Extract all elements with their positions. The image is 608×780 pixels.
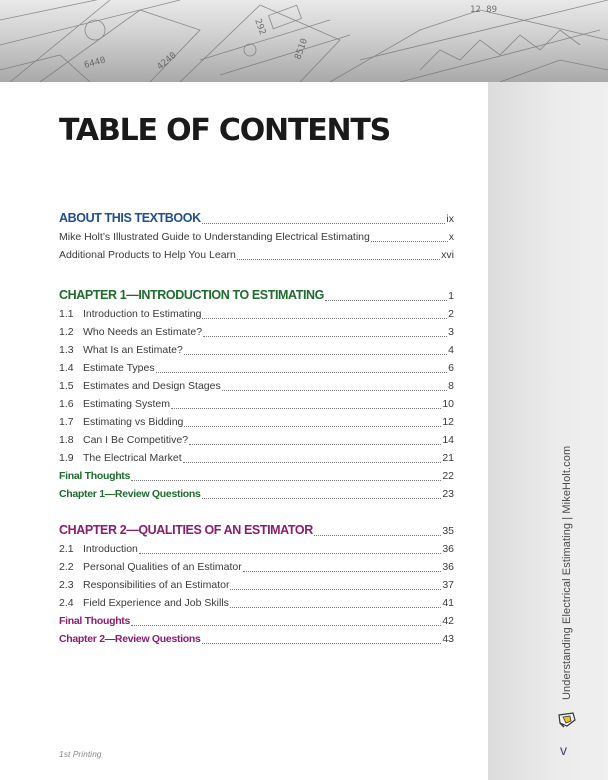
- toc-entry-page: ix: [446, 213, 454, 225]
- toc-entry-page: 21: [442, 452, 454, 464]
- toc-entry-number: 1.6: [59, 398, 74, 410]
- toc-entry[interactable]: [59, 449, 454, 467]
- toc-entry-page: 14: [442, 434, 454, 446]
- toc-entry-label: Chapter 2—Review Questions: [59, 633, 201, 645]
- chapter2-section: [59, 520, 454, 648]
- about-section: [59, 208, 454, 264]
- toc-entry-page: 2: [448, 308, 454, 320]
- toc-entry-label: CHAPTER 1—INTRODUCTION TO ESTIMATING: [59, 288, 325, 302]
- toc-entry-label: Estimating System: [83, 398, 170, 410]
- toc-entry-number: 2.4: [59, 597, 74, 609]
- toc-entry-page: 8: [448, 380, 454, 392]
- leader-dots: [202, 222, 446, 224]
- toc-entry[interactable]: [59, 305, 454, 323]
- toc-entry-page: 23: [442, 488, 454, 500]
- toc-entry-number: 1.7: [59, 416, 74, 428]
- leader-dots: [202, 497, 442, 499]
- leader-dots: [230, 606, 441, 608]
- toc-entry[interactable]: [59, 377, 454, 395]
- toc-entry[interactable]: [59, 431, 454, 449]
- toc-entry-about-heading[interactable]: [59, 208, 454, 228]
- toc-entry-page: xvi: [441, 249, 454, 261]
- leader-dots: [184, 353, 447, 355]
- toc-entry-number: 1.9: [59, 452, 74, 464]
- sidebar-book-title: Understanding Electrical Estimating | MikeHolt.com: [561, 445, 573, 700]
- toc-entry-number: 1.2: [59, 326, 74, 338]
- toc-entry-final-thoughts[interactable]: [59, 612, 454, 630]
- toc-entry-page: 35: [442, 525, 454, 537]
- leader-dots: [184, 425, 441, 427]
- page-number: v: [560, 742, 567, 758]
- toc-entry-page: x: [448, 231, 454, 243]
- toc-entry-label: ABOUT THIS TEXTBOOK: [59, 211, 201, 225]
- leader-dots: [183, 461, 442, 463]
- toc-entry-label: Introduction to Estimating: [83, 308, 202, 320]
- toc-entry-number: 1.3: [59, 344, 74, 356]
- svg-text:292: 292: [252, 17, 268, 37]
- toc-entry-page: 41: [442, 597, 454, 609]
- toc-entry-page: 42: [442, 615, 454, 627]
- toc-entry-label: Can I Be Competitive?: [83, 434, 189, 446]
- toc-entry-label: CHAPTER 2—QUALITIES OF AN ESTIMATOR: [59, 523, 313, 537]
- leader-dots: [243, 570, 442, 572]
- leader-dots: [325, 299, 447, 301]
- toc-entry-label: Field Experience and Job Skills: [83, 597, 229, 609]
- toc-entry-chapter2-heading[interactable]: [59, 520, 454, 540]
- toc-entry[interactable]: [59, 594, 454, 612]
- toc-entry-number: 2.2: [59, 561, 74, 573]
- leader-dots: [189, 443, 441, 445]
- toc-entry-page: 36: [442, 561, 454, 573]
- leader-dots: [371, 240, 448, 242]
- toc-entry-page: 10: [442, 398, 454, 410]
- toc-entry-page: 6: [448, 362, 454, 374]
- svg-text:12 89: 12 89: [470, 5, 498, 15]
- toc-entry-page: 37: [442, 579, 454, 591]
- toc-entry[interactable]: [59, 558, 454, 576]
- toc-entry-label: Final Thoughts: [59, 470, 131, 482]
- toc-entry[interactable]: [59, 228, 454, 246]
- toc-entry[interactable]: [59, 341, 454, 359]
- toc-entry-label: Mike Holt’s Illustrated Guide to Understanding Electrical Estimating: [59, 231, 370, 243]
- toc-entry-label: Estimating vs Bidding: [83, 416, 184, 428]
- toc-entry-label: Estimate Types: [83, 362, 155, 374]
- toc-entry-label: Estimates and Design Stages: [83, 380, 221, 392]
- leader-dots: [156, 371, 448, 373]
- toc-entry-review-questions[interactable]: [59, 485, 454, 503]
- leader-dots: [237, 258, 440, 260]
- leader-dots: [131, 624, 441, 626]
- toc-entry-label: Introduction: [83, 543, 138, 555]
- page-title: TABLE OF CONTENTS: [59, 113, 391, 148]
- toc-entry-label: Additional Products to Help You Learn: [59, 249, 236, 261]
- leader-dots: [139, 552, 441, 554]
- toc-entry-label: Who Needs an Estimate?: [83, 326, 203, 338]
- toc-entry[interactable]: [59, 359, 454, 377]
- toc-entry[interactable]: [59, 395, 454, 413]
- toc-entry[interactable]: [59, 540, 454, 558]
- mike-holt-logo-icon: [557, 712, 577, 728]
- toc-entry-label: Responsibilities of an Estimator: [83, 579, 230, 591]
- toc-entry[interactable]: [59, 413, 454, 431]
- printing-note: 1st Printing: [59, 749, 102, 759]
- leader-dots: [314, 534, 441, 536]
- leader-dots: [222, 389, 447, 391]
- toc-entry-review-questions[interactable]: [59, 630, 454, 648]
- toc-entry-final-thoughts[interactable]: [59, 467, 454, 485]
- toc-entry-page: 1: [448, 290, 454, 302]
- toc-entry-page: 22: [442, 470, 454, 482]
- toc-entry-page: 12: [442, 416, 454, 428]
- toc-entry[interactable]: [59, 323, 454, 341]
- chapter1-section: [59, 285, 454, 503]
- leader-dots: [202, 642, 442, 644]
- leader-dots: [202, 317, 447, 319]
- toc-entry-label: Final Thoughts: [59, 615, 131, 627]
- toc-entry-page: 4: [448, 344, 454, 356]
- toc-entry-label: What Is an Estimate?: [83, 344, 183, 356]
- toc-entry-number: 1.4: [59, 362, 74, 374]
- toc-entry-label: The Electrical Market: [83, 452, 182, 464]
- toc-entry-chapter1-heading[interactable]: [59, 285, 454, 305]
- toc-entry-page: 43: [442, 633, 454, 645]
- toc-entry-number: 2.1: [59, 543, 74, 555]
- leader-dots: [131, 479, 441, 481]
- toc-entry-page: 3: [448, 326, 454, 338]
- toc-entry-number: 1.1: [59, 308, 74, 320]
- blueprint-sketch-icon: [0, 0, 608, 82]
- toc-entry-label: Personal Qualities of an Estimator: [83, 561, 242, 573]
- toc-entry-number: 1.5: [59, 380, 74, 392]
- toc-entry-label: Chapter 1—Review Questions: [59, 488, 201, 500]
- toc-entry[interactable]: [59, 246, 454, 264]
- svg-text:8510: 8510: [293, 37, 311, 62]
- toc-entry-number: 1.8: [59, 434, 74, 446]
- leader-dots: [171, 407, 441, 409]
- leader-dots: [230, 588, 441, 590]
- svg-text:6440: 6440: [83, 55, 107, 71]
- svg-text:4240: 4240: [155, 50, 179, 73]
- blueprint-banner: [0, 0, 608, 82]
- toc-entry-number: 2.3: [59, 579, 74, 591]
- side-panel: [488, 82, 608, 780]
- toc-entry[interactable]: [59, 576, 454, 594]
- leader-dots: [203, 335, 447, 337]
- toc-entry-page: 36: [442, 543, 454, 555]
